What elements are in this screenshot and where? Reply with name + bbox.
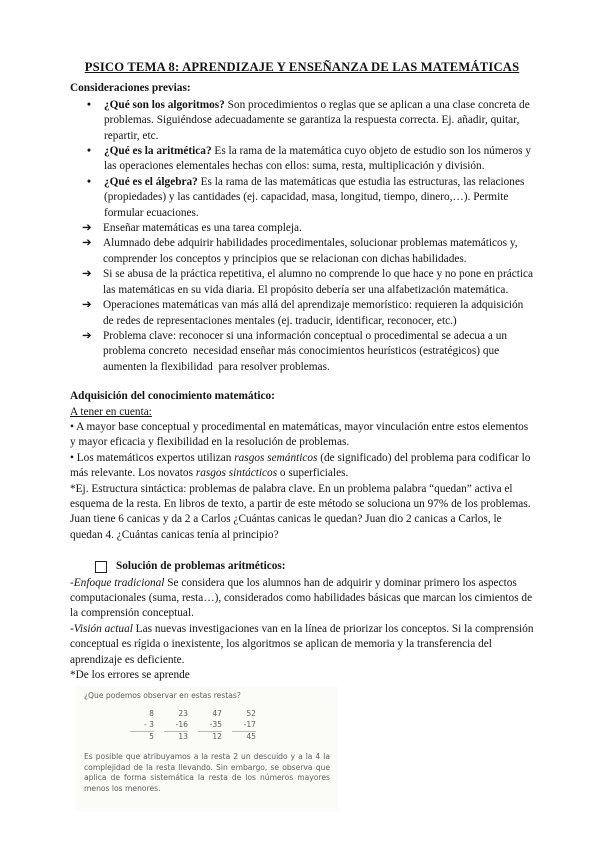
paragraph-vision-actual: [70, 622, 534, 668]
bullet-lead: ¿Qué es la aritmética?: [104, 145, 212, 158]
section-heading-adquisicion: Adquisición del conocimiento matemático:: [70, 390, 275, 403]
bullet-text: [104, 175, 534, 221]
subtraction-result: 13: [164, 731, 188, 743]
arrow-text: Enseñar matemáticas es una tarea compleja.: [103, 222, 302, 235]
subtraction-bottom: -17: [243, 720, 256, 730]
bullet-icon: •: [87, 145, 91, 158]
bullet-icon: •: [87, 175, 91, 188]
italic-enfoque-tradicional: Enfoque tradicional: [73, 576, 165, 589]
paragraph-ejemplo-sintactica: *Ej. Estructura sintáctica: problemas de palabra clave. En un problema palabra “quedan” activa el esquema de la resta. En libros de texto, a partir de este método se soluciona un 97% de los problemas. Juan tiene 6 canicas y da 2 a Carlos ¿Cuántas canicas le quedan? Juan dio 2 canicas a Carlos, le quedan 4. ¿Cuántas canicas tenía al principio?: [70, 482, 531, 541]
arrow-text: Problema clave: reconocer si una información conceptual o procedimental se adecua a un problema concreto necesidad enseñar más conocimientos heurísticos (estratégicos) que aumenten la flexibilidad para resolver problemas.: [103, 329, 508, 373]
arrow-text: Si se abusa de la práctica repetitiva, el alumno no comprende lo que hace y no pone en práctica las matemáticas en su vida diaria. El propósito debería ser una alfabetización matemática.: [103, 268, 534, 296]
list-item: [70, 267, 534, 298]
subtraction-column: [198, 709, 222, 743]
bullet-text: [104, 98, 534, 144]
arrow-icon: ➔: [82, 299, 92, 312]
subtraction-result: 45: [232, 731, 256, 743]
section-heading-consideraciones: Consideraciones previas:: [70, 82, 191, 95]
text-segment: o superficiales.: [277, 467, 349, 480]
list-item: [70, 144, 534, 175]
list-item: [70, 221, 534, 236]
subtraction-column: [164, 709, 188, 743]
arrow-icon: ➔: [82, 329, 92, 342]
subheading-a-tener-en-cuenta: A tener en cuenta:: [70, 405, 152, 418]
spacer: [70, 375, 534, 389]
bullet-lead: ¿Qué son los algoritmos?: [104, 98, 225, 111]
heading-solucion-problemas: [95, 559, 534, 574]
bullet-body: Son procedimientos o reglas que se aplican a una clase concreta de problemas. Siguiéndose adecuadamente se garantiza la respuesta correcta. Ej. añadir, quitar, repartir, etc.: [104, 98, 530, 142]
checkbox-icon: [95, 561, 107, 573]
subtraction-top: 47: [212, 709, 222, 719]
subtraction-top: 52: [246, 709, 256, 719]
text-segment: Las nuevas investigaciones van en la línea de priorizar los conceptos. Si la comprensión conceptual es rígida o inexistente, los algoritmos se aplican de memoria y la transferencia del aprendizaje es deficiente.: [70, 622, 534, 666]
arrow-icon: ➔: [82, 222, 92, 235]
subtraction-result: 5: [130, 731, 154, 743]
subtraction-column: [232, 709, 256, 743]
list-item: [70, 98, 534, 144]
italic-rasgos-semanticos: rasgos semánticos: [234, 451, 318, 464]
list-item: [70, 236, 534, 267]
text-segment: -: [70, 576, 74, 589]
subtraction-table: [130, 709, 330, 743]
bullet-text: [104, 144, 534, 175]
figure-question: ¿Que podemos observar en estas restas?: [84, 691, 241, 701]
bullet-lead: ¿Qué es el álgebra?: [104, 175, 198, 188]
subtraction-result: 12: [198, 731, 222, 743]
list-item: [70, 175, 534, 221]
subtraction-top: 23: [178, 709, 188, 719]
arrow-text: Alumnado debe adquirir habilidades procedimentales, solucionar problemas matemáticos y, comprender los conceptos y principios que se relacionan con dichas habilidades.: [103, 237, 518, 265]
text-segment: -: [70, 622, 74, 635]
bullet-icon: •: [87, 98, 91, 111]
list-item: [70, 298, 534, 329]
heading-solucion-label: Solución de problemas aritméticos:: [116, 560, 286, 573]
text-segment: Se considera que los alumnos han de adquirir y dominar primero los aspectos computacionales (suma, resta…), considerados como habilidades básicas que marcan los cimientos de la comprensión conceptual.: [70, 576, 533, 620]
text-segment: (de significado) del problema para codificar lo más relevante. Los novatos: [70, 451, 531, 480]
subtraction-column: [130, 709, 154, 743]
subtraction-top: 8: [149, 709, 154, 719]
arrow-text: Operaciones matemáticas van más allá del aprendizaje memorístico: requieren la adquisición de redes de representaciones mentales (ej. traducir, identificar, reconocer, etc.): [103, 299, 524, 327]
bullet-list: [70, 98, 534, 375]
page-title: PSICO TEMA 8: APRENDIZAJE Y ENSEÑANZA DE LAS MATEMÁTICAS: [84, 60, 520, 74]
bullet-body: Es la rama de las matemáticas que estudia las estructuras, las relaciones (propiedades) y las cantidades (ej. capacidad, masa, longitud, tiempo, dinero,…). Permite formular ecuaciones.: [104, 175, 525, 219]
paragraph-base-conceptual: • A mayor base conceptual y procedimental en matemáticas, mayor vinculación entre estos elementos y mayor eficacia y flexibilidad en la resolución de problemas.: [70, 420, 529, 449]
subtraction-bottom: -16: [175, 720, 188, 730]
bullet-body: Es la rama de la matemática cuyo objeto de estudio son los números y las operaciones elementales hechas con ellos: suma, resta, multiplicación y división.: [104, 145, 531, 173]
list-item: [70, 329, 534, 375]
italic-vision-actual: Visión actual: [73, 622, 133, 635]
paragraph-enfoque-tradicional: [70, 576, 534, 622]
subtraction-bottom: -35: [209, 720, 222, 730]
spacer: [70, 543, 534, 557]
paragraph-expertos-novatos: [70, 451, 534, 482]
italic-rasgos-sintacticos: rasgos sintácticos: [195, 467, 278, 480]
figure-restas-scan: [76, 686, 338, 811]
note-de-los-errores: *De los errores se aprende: [70, 669, 190, 682]
text-segment: • Los matemáticos expertos utilizan: [70, 451, 235, 464]
arrow-icon: ➔: [82, 237, 92, 250]
subtraction-bottom: - 3: [144, 720, 154, 730]
arrow-icon: ➔: [82, 268, 92, 281]
figure-caption: Es posible que atribuyamos a la resta 2 un descuido y a la 4 la complejidad de la resta llevando. Sin embargo, se observa que aplica de forma sistemática la resta de los números mayores menos los menores.: [84, 752, 330, 793]
